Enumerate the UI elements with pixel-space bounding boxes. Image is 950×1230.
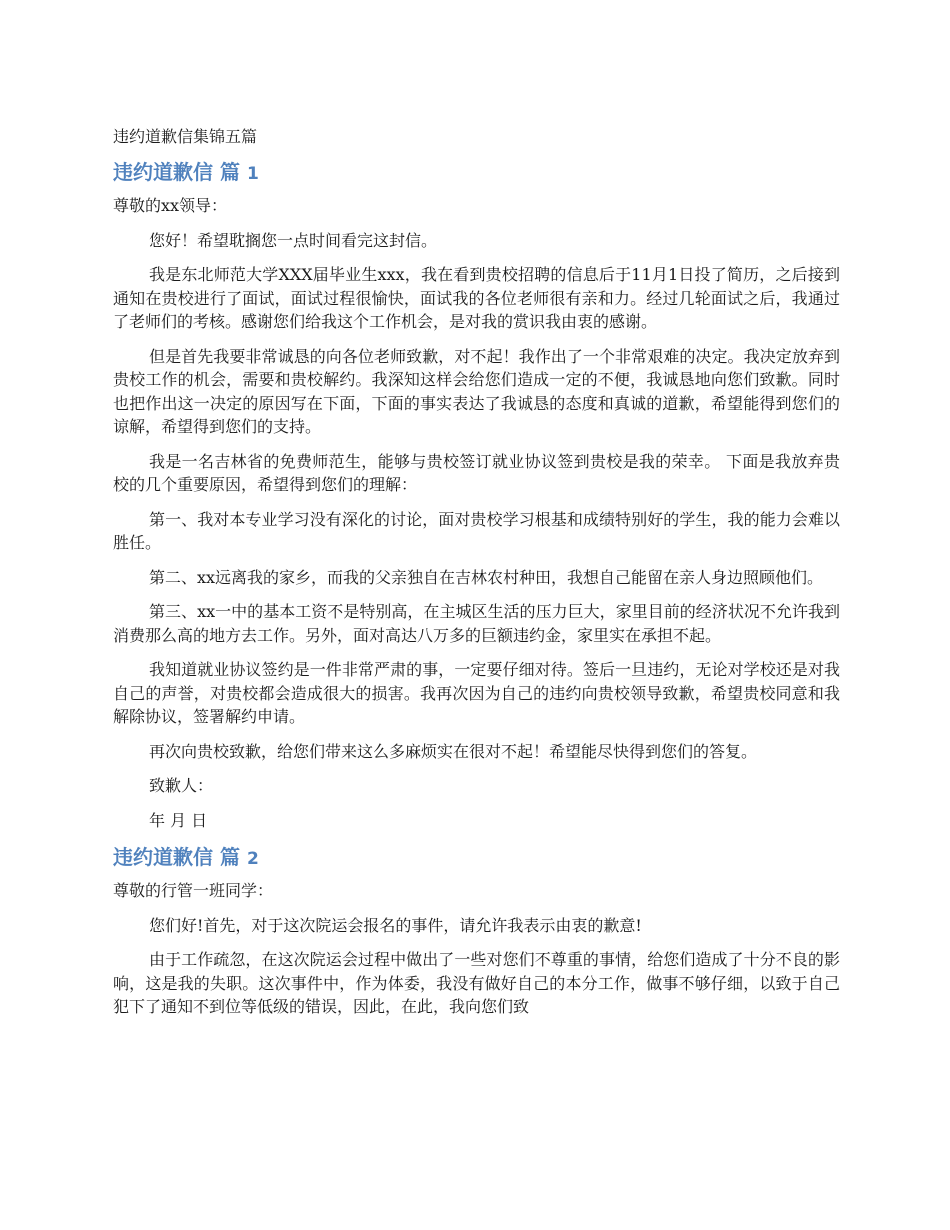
- section-heading: [113, 843, 840, 873]
- paragraph: 再次向贵校致歉，给您们带来这么多麻烦实在很对不起！希望能尽快得到您们的答复。: [149, 741, 758, 761]
- section-heading-number: 1: [246, 164, 259, 184]
- document-page: [113, 124, 840, 1030]
- paragraph: 第二、xx远离我的家乡，而我的父亲独自在吉林农村种田，我想自己能留在亲人身边照顾他们。: [149, 567, 824, 587]
- paragraph: 但是首先我要非常诚恳的向各位老师致歉，对不起！我作出了一个非常艰难的决定。我决定放弃到贵校工作的机会，需要和贵校解约。我深知这样会给您们造成一定的不便，我诚恳地向您们致歉。同时也把作出这一决定的原因写在下面，下面的事实表达了我诚恳的态度和真诚的道歉，希望能得到您们的谅解，希望得到您们的支持。: [113, 346, 840, 436]
- paragraph: 我是一名吉林省的免费师范生，能够与贵校签订就业协议签到贵校是我的荣幸。 下面是我放弃贵校的几个重要原因，希望得到您们的理解：: [113, 451, 840, 494]
- paragraph: 您好！希望耽搁您一点时间看完这封信。: [149, 230, 438, 250]
- salutation: 尊敬的xx领导：: [113, 196, 228, 215]
- document-title: 违约道歉信集锦五篇: [113, 127, 258, 146]
- paragraph: 由于工作疏忽，在这次院运会过程中做出了一些对您们不尊重的事情，给您们造成了十分不良的影响，这是我的失职。这次事件中，作为体委，我没有做好自己的本分工作，做事不够仔细，以致于自己犯下了通知不到位等低级的错误，因此，在此，我向您们致: [113, 950, 840, 1016]
- paragraph: 第一、我对本专业学习没有深化的讨论，面对贵校学习根基和成绩特别好的学生，我的能力会难以胜任。: [113, 509, 840, 552]
- signature-label: 致歉人：: [149, 776, 214, 795]
- section-heading-number: 2: [246, 849, 259, 869]
- letter-section-2: [113, 843, 840, 1019]
- paragraph: 第三、xx一中的基本工资不是特别高，在主城区生活的压力巨大，家里目前的经济状况不允许我到消费那么高的地方去工作。另外，面对高达八万多的巨额违约金，家里实在承担不起。: [113, 602, 840, 645]
- paragraph: 我知道就业协议签约是一件非常严肃的事，一定要仔细对待。签后一旦违约，无论对学校还是对我自己的声誉，对贵校都会造成很大的损害。我再次因为自己的违约向贵校领导致歉，希望贵校同意和我解除协议，签署解约申请。: [113, 660, 840, 726]
- letter-section-1: [113, 158, 840, 832]
- section-heading: [113, 158, 840, 188]
- paragraph: 我是东北师范大学XXX届毕业生xxx，我在看到贵校招聘的信息后于11月1日投了简历，之后接到通知在贵校进行了面试，面试过程很愉快，面试我的各位老师很有亲和力。经过几轮面试之后，我通过了老师们的考核。感谢您们给我这个工作机会，是对我的赏识我由衷的感谢。: [113, 265, 840, 331]
- salutation: 尊敬的行管一班同学：: [113, 881, 274, 900]
- section-heading-text: 违约道歉信 篇: [113, 845, 240, 869]
- date-line: 年 月 日: [149, 810, 208, 830]
- paragraph: 您们好!首先，对于这次院运会报名的事件，请允许我表示由衷的歉意!: [149, 915, 642, 935]
- section-heading-text: 违约道歉信 篇: [113, 160, 240, 184]
